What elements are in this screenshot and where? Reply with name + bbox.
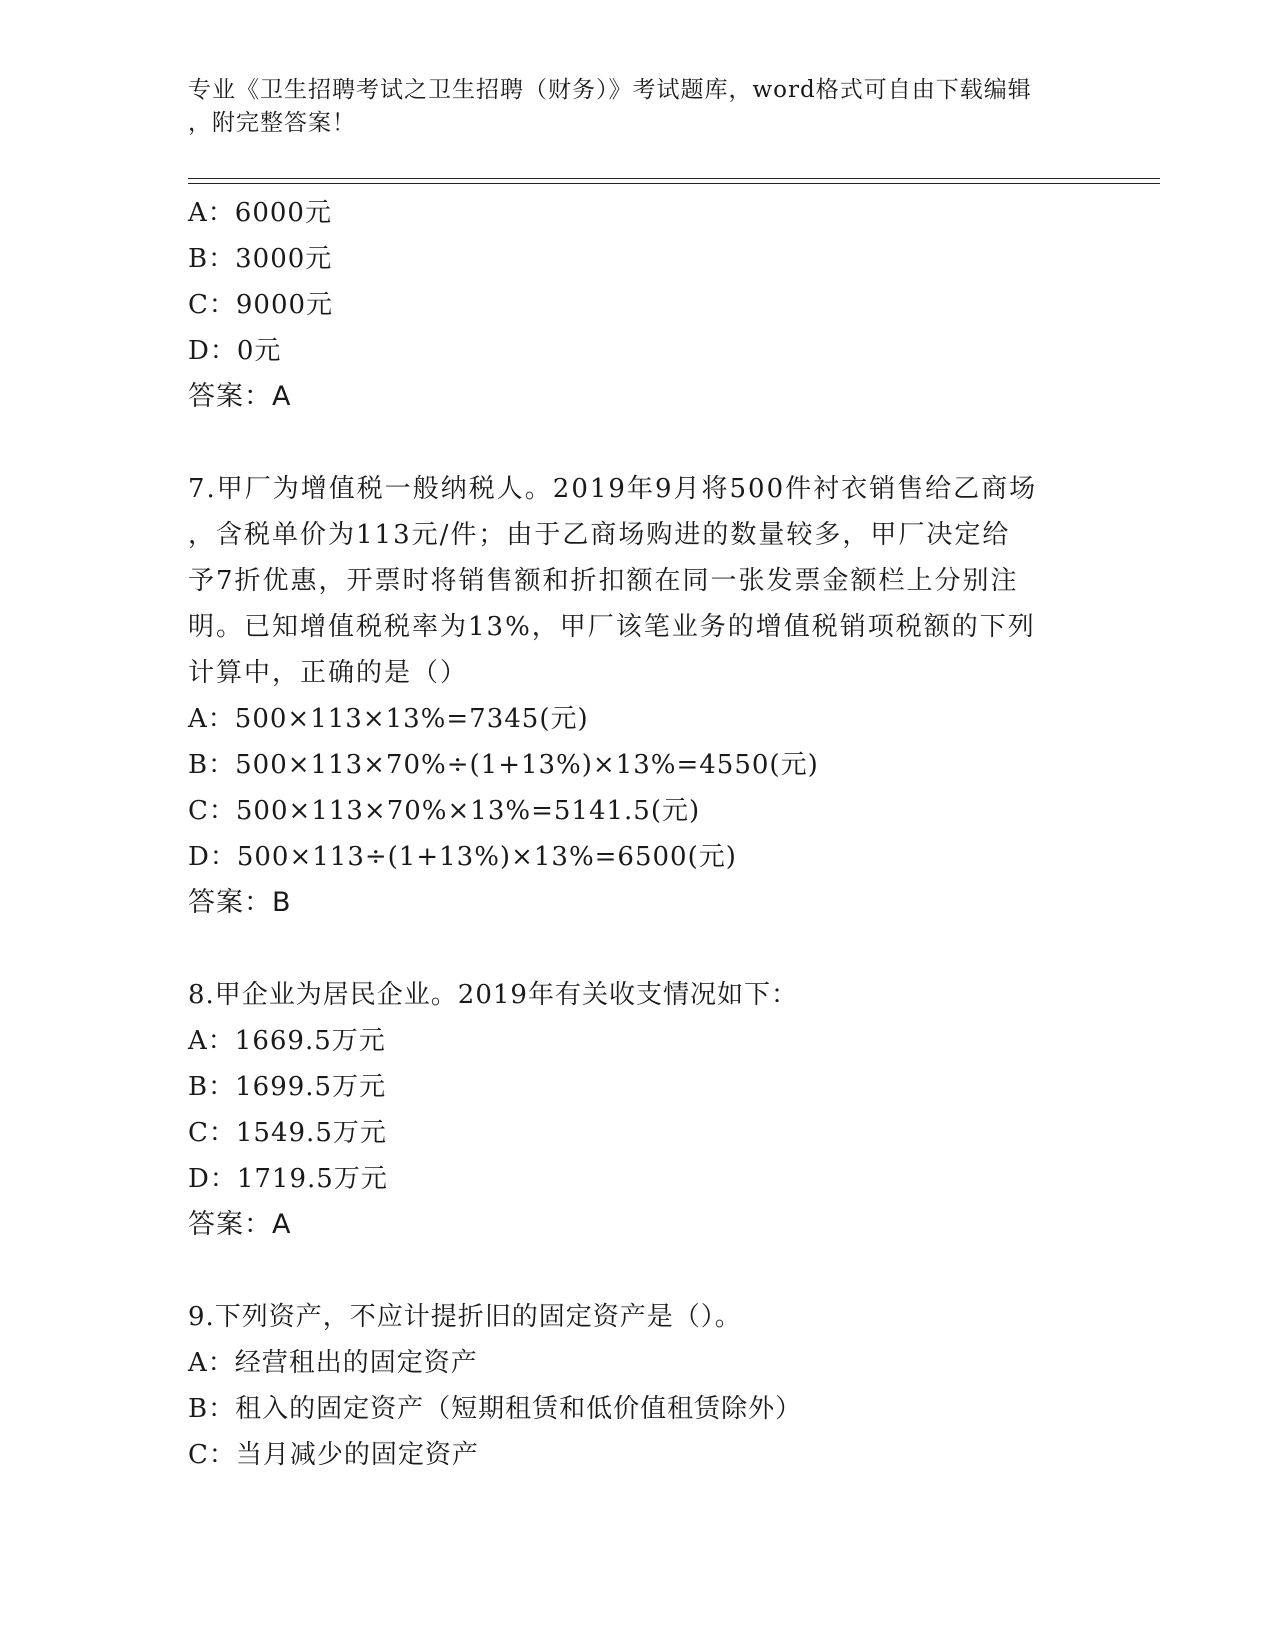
- option-c: C：当月减少的固定资产: [188, 1440, 479, 1470]
- question-6: [188, 190, 1088, 420]
- option-b: B：500×113×70%÷(1+13%)×13%=4550(元): [188, 750, 819, 780]
- document-body: [188, 190, 1088, 1478]
- question-text: 8.甲企业为居民企业。2019年有关收支情况如下：: [188, 980, 798, 1010]
- question-9: [188, 1294, 1088, 1478]
- question-text: 9.下列资产，不应计提折旧的固定资产是（）。: [188, 1302, 742, 1332]
- question-text: [188, 466, 1088, 696]
- answer: 答案：B: [188, 887, 292, 918]
- option-a: A：500×113×13%=7345(元): [188, 704, 589, 734]
- header-divider-bottom: [188, 183, 1160, 184]
- option-c: C：9000元: [188, 290, 334, 320]
- question-line: 明。已知增值税税率为13%，甲厂该笔业务的增值税销项税额的下列: [188, 612, 1036, 642]
- question-7: [188, 466, 1088, 926]
- question-8: [188, 972, 1088, 1248]
- option-c: C：1549.5万元: [188, 1118, 387, 1148]
- question-line: 7.甲厂为增值税一般纳税人。2019年9月将500件衬衣销售给乙商场: [188, 474, 1038, 504]
- question-line: 予7折优惠，开票时将销售额和折扣额在同一张发票金额栏上分别注: [188, 566, 1019, 596]
- option-a: A：经营租出的固定资产: [188, 1348, 478, 1378]
- question-line: 计算中，正确的是（）: [188, 658, 469, 688]
- option-d: D：1719.5万元: [188, 1164, 388, 1194]
- question-line: ，含税单价为113元/件；由于乙商场购进的数量较多，甲厂决定给: [188, 520, 1011, 550]
- header-divider-top: [188, 178, 1160, 179]
- option-a: A：1669.5万元: [188, 1026, 386, 1056]
- option-b: B：3000元: [188, 244, 333, 274]
- document-header: [188, 74, 1068, 140]
- option-c: C：500×113×70%×13%=5141.5(元): [188, 796, 701, 826]
- option-d: D：0元: [188, 336, 282, 366]
- option-b: B：租入的固定资产（短期租赁和低价值租赁除外）: [188, 1394, 803, 1424]
- option-d: D：500×113÷(1+13%)×13%=6500(元): [188, 842, 737, 872]
- option-a: A：6000元: [188, 198, 332, 228]
- answer: 答案：A: [188, 381, 292, 412]
- answer: 答案：A: [188, 1209, 292, 1240]
- header-line-2: ，附完整答案！: [188, 110, 356, 136]
- option-b: B：1699.5万元: [188, 1072, 387, 1102]
- header-line-1: 专业《卫生招聘考试之卫生招聘（财务）》考试题库，word格式可自由下载编辑: [188, 77, 1032, 103]
